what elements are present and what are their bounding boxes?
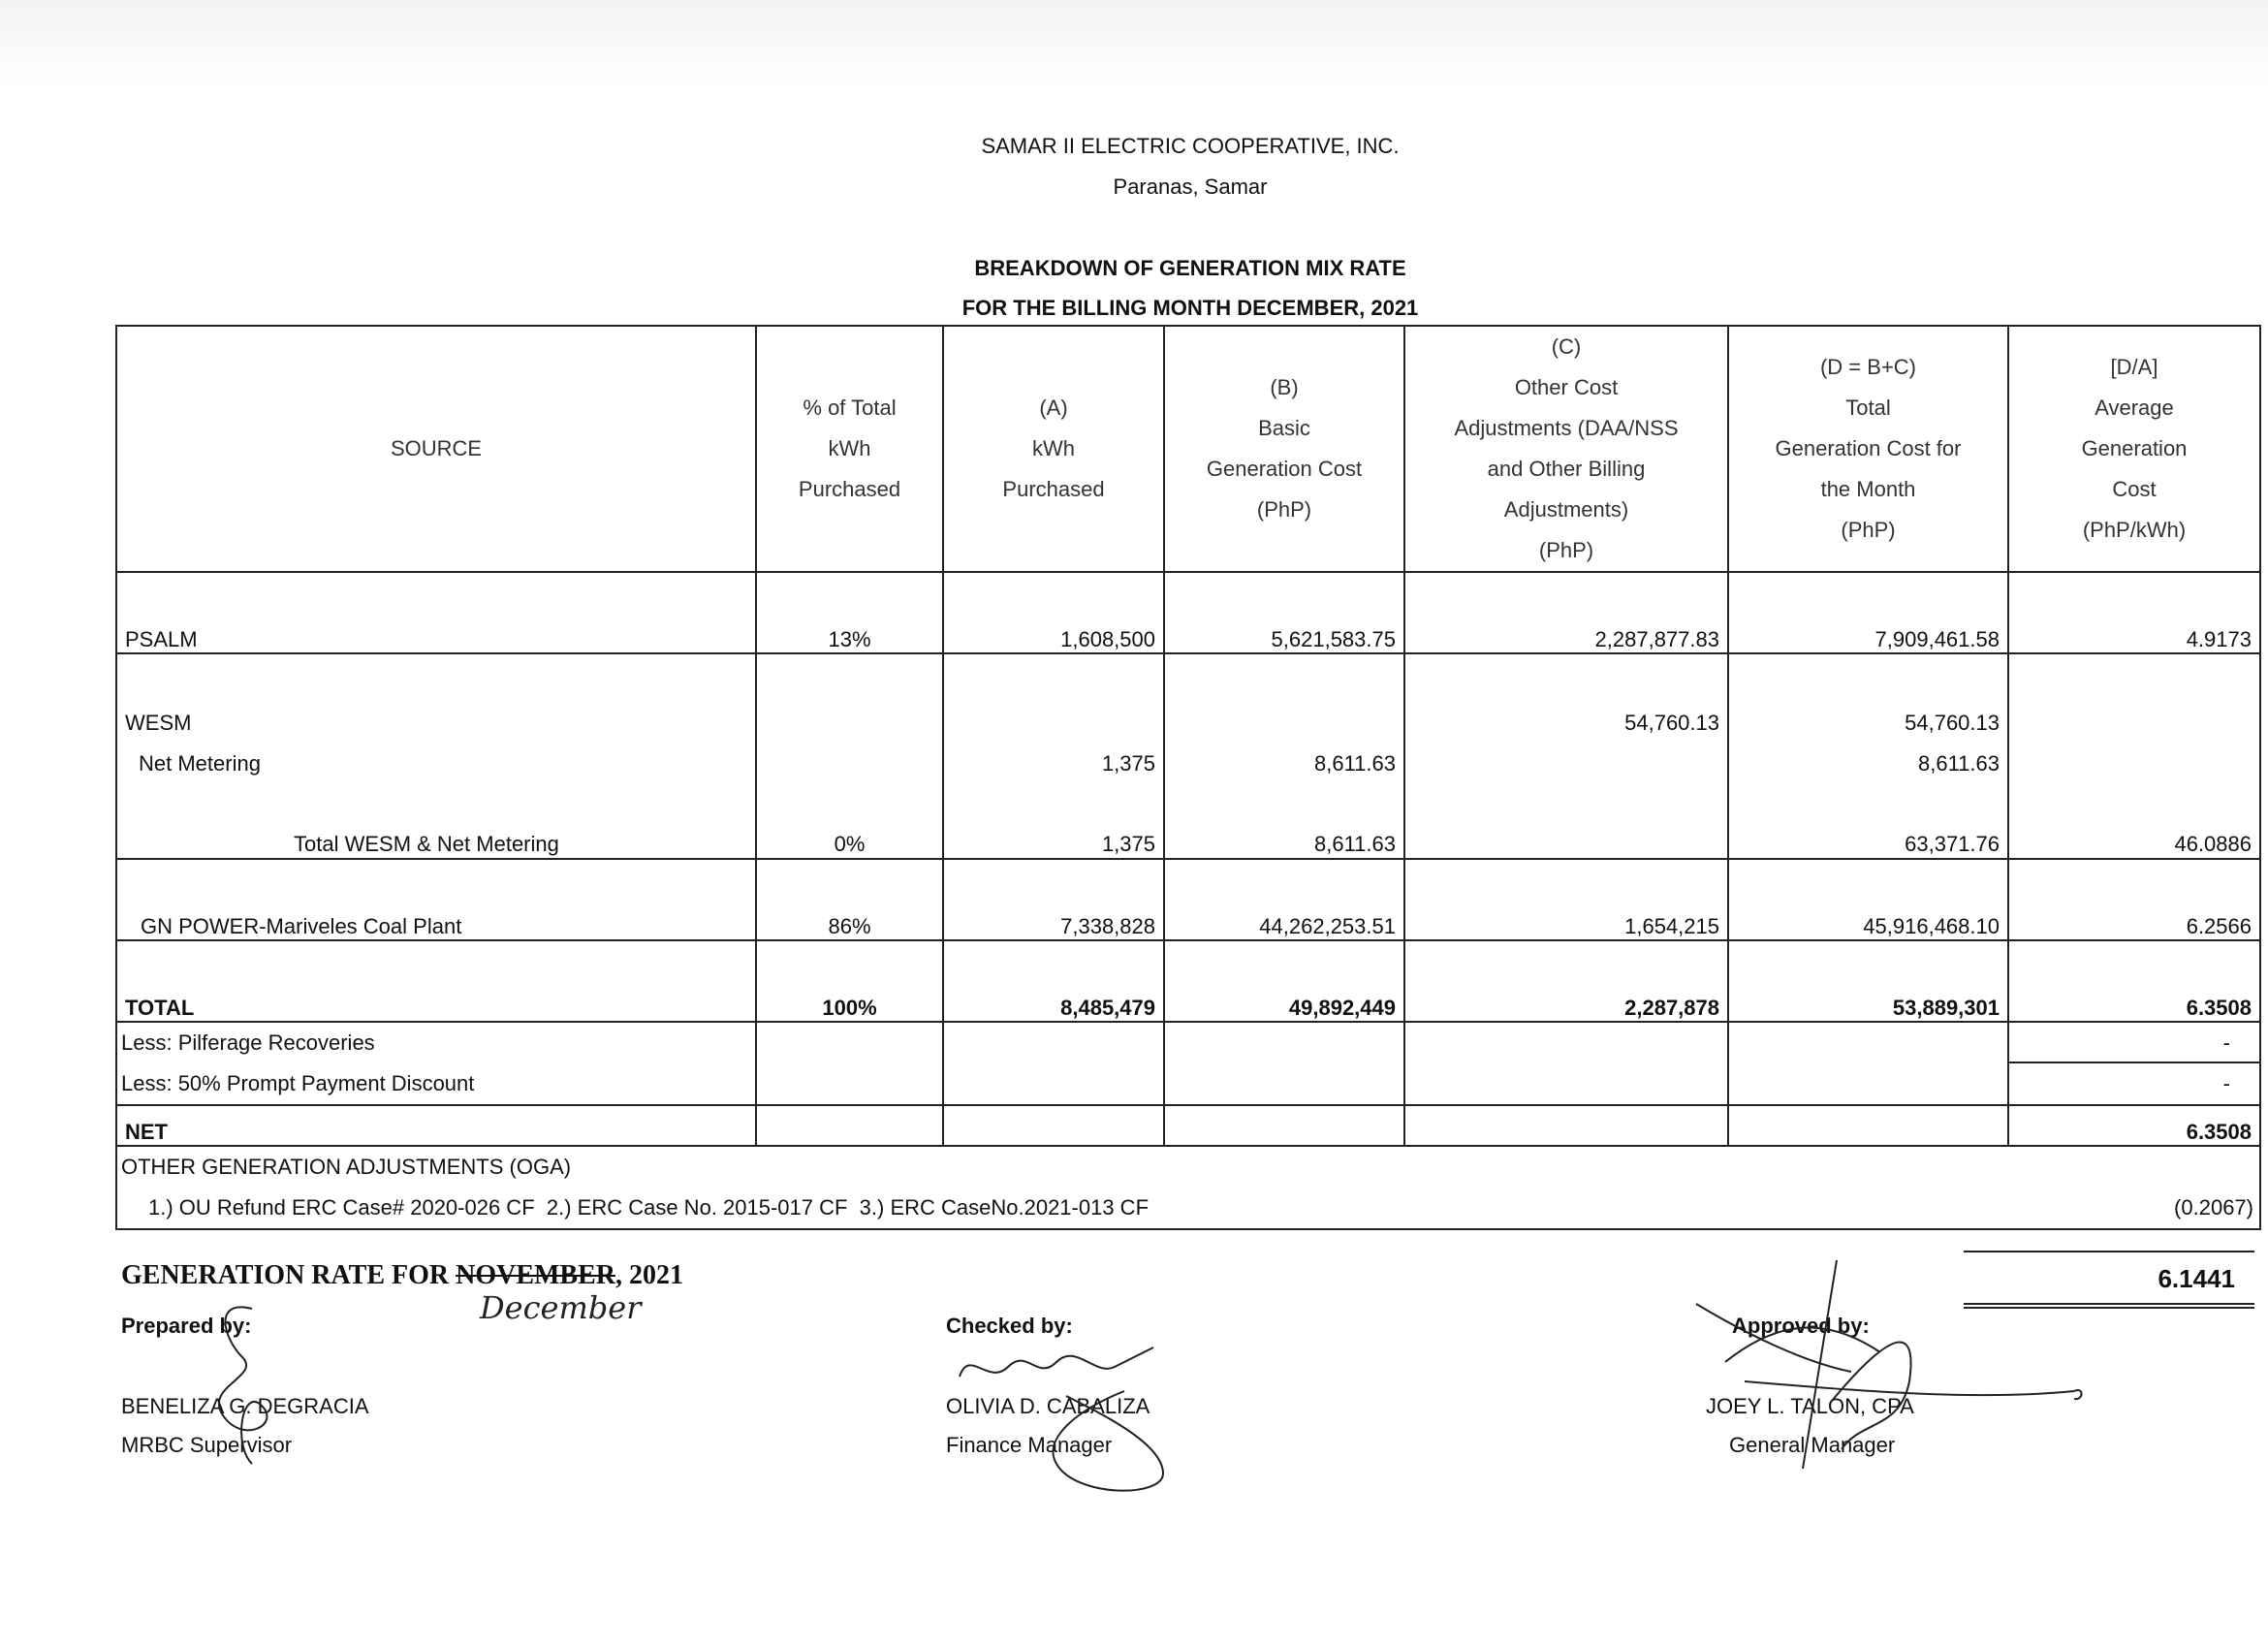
total-kwh: 8,485,479	[943, 940, 1164, 1022]
psalm-avg-cost: 4.9173	[2008, 572, 2260, 653]
gn-power-kwh: 7,338,828	[943, 859, 1164, 940]
wesm-other-cell	[1404, 653, 1728, 859]
net-metering-basic: 8,611.63	[1313, 751, 1396, 776]
psalm-other-cost: 2,287,877.83	[1404, 572, 1728, 653]
col-a-header: (A) kWh Purchased	[943, 326, 1164, 572]
oga-detail: 1.) OU Refund ERC Case# 2020-026 CF 2.) ERC Case No. 2015-017 CF 3.) ERC CaseNo.2021-013 CF	[148, 1195, 1150, 1220]
total-basic: 49,892,449	[1164, 940, 1404, 1022]
col-d-header: (D = B+C) Total Generation Cost for the Month (PhP)	[1728, 326, 2008, 572]
gn-power-avg: 6.2566	[2008, 859, 2260, 940]
less-pct-cell	[756, 1022, 943, 1105]
total-wesm-pct: 0%	[834, 832, 866, 856]
less-labels-cell	[116, 1022, 756, 1105]
total-avg: 6.3508	[2008, 940, 2260, 1022]
psalm-total-cost: 7,909,461.58	[1728, 572, 2008, 653]
row-gn-power	[116, 859, 2260, 940]
row-net	[116, 1105, 2260, 1146]
net-other-cell	[1404, 1105, 1728, 1146]
less-other-cell	[1404, 1022, 1728, 1105]
net-pct-cell	[756, 1105, 943, 1146]
approved-name: JOEY L. TALON, CPA	[1706, 1394, 1914, 1418]
gn-power-source: GN POWER-Mariveles Coal Plant	[116, 859, 756, 940]
net-label: NET	[116, 1105, 756, 1146]
gn-power-basic: 44,262,253.51	[1164, 859, 1404, 940]
total-label: TOTAL	[116, 940, 756, 1022]
pilferage-value: -	[2222, 1030, 2230, 1055]
oga-value: (0.2067)	[2174, 1195, 2253, 1220]
total-wesm-avg: 46.0886	[2174, 832, 2252, 856]
wesm-pct-cell	[756, 653, 943, 859]
checked-by-block	[946, 1314, 1073, 1339]
wesm-basic-cell	[1164, 653, 1404, 859]
total-wesm-total: 63,371.76	[1905, 832, 2000, 856]
net-kwh-cell	[943, 1105, 1164, 1146]
row-psalm	[116, 572, 2260, 653]
generation-rate-label: GENERATION RATE FOR NOVEMBER, 2021	[121, 1260, 684, 1290]
checked-name: OLIVIA D. CABALIZA	[946, 1394, 1150, 1418]
gn-power-pct: 86%	[756, 859, 943, 940]
oga-cell	[116, 1146, 2260, 1229]
total-wesm-basic: 8,611.63	[1313, 832, 1396, 856]
net-total-cell	[1728, 1105, 2008, 1146]
wesm-label: WESM	[125, 711, 192, 735]
psalm-source: PSALM	[116, 572, 756, 653]
handwritten-month: December	[480, 1289, 642, 1326]
scan-shadow	[0, 0, 2268, 92]
wesm-source-cell	[116, 653, 756, 859]
approved-position: General Manager	[1729, 1433, 1896, 1457]
checked-label: Checked by:	[946, 1314, 1073, 1338]
generation-mix-table	[115, 325, 2261, 1230]
less-avg-cell	[2008, 1022, 2260, 1105]
total-other: 2,287,878	[1404, 940, 1728, 1022]
approved-label: Approved by:	[1732, 1314, 1870, 1338]
wesm-other-cost: 54,760.13	[1624, 711, 1719, 735]
net-basic-cell	[1164, 1105, 1404, 1146]
row-total	[116, 940, 2260, 1022]
net-metering-total: 8,611.63	[1917, 751, 2000, 776]
psalm-pct: 13%	[756, 572, 943, 653]
prepared-label: Prepared by:	[121, 1314, 252, 1338]
psalm-basic-cost: 5,621,583.75	[1164, 572, 1404, 653]
row-oga	[116, 1146, 2260, 1229]
prompt-discount-label: Less: 50% Prompt Payment Discount	[121, 1071, 475, 1095]
net-metering-kwh: 1,375	[1101, 751, 1155, 776]
approved-signature	[1686, 1255, 2094, 1478]
total-total: 53,889,301	[1728, 940, 2008, 1022]
gn-power-other: 1,654,215	[1404, 859, 1728, 940]
wesm-total-cost: 54,760.13	[1905, 711, 2000, 735]
prepared-signature	[194, 1299, 310, 1474]
checked-position: Finance Manager	[946, 1433, 1113, 1457]
col-b-header: (B) Basic Generation Cost (PhP)	[1164, 326, 1404, 572]
gn-power-total: 45,916,468.10	[1728, 859, 2008, 940]
col-c-header: (C) Other Cost Adjustments (DAA/NSS and Other Billing Adjustments) (PhP)	[1404, 326, 1728, 572]
net-avg: 6.3508	[2008, 1105, 2260, 1146]
checked-signature	[950, 1338, 1182, 1503]
col-avg-header: [D/A] Average Generation Cost (PhP/kWh)	[2008, 326, 2260, 572]
col-source-header: SOURCE	[116, 326, 756, 572]
row-less	[116, 1022, 2260, 1105]
table-header-row	[116, 326, 2260, 572]
prepared-position: MRBC Supervisor	[121, 1433, 293, 1457]
struck-month: NOVEMBER	[456, 1260, 616, 1290]
net-metering-label: Net Metering	[139, 751, 261, 776]
oga-title: OTHER GENERATION ADJUSTMENTS (OGA)	[121, 1155, 572, 1179]
pilferage-label: Less: Pilferage Recoveries	[121, 1030, 375, 1055]
wesm-avg-cell	[2008, 653, 2260, 859]
prepared-name: BENELIZA G. DEGRACIA	[121, 1394, 369, 1418]
less-kwh-cell	[943, 1022, 1164, 1105]
col-pct-header: % of Total kWh Purchased	[756, 326, 943, 572]
wesm-kwh-cell	[943, 653, 1164, 859]
total-wesm-kwh: 1,375	[1101, 832, 1155, 856]
total-wesm-label: Total WESM & Net Metering	[294, 832, 559, 856]
less-basic-cell	[1164, 1022, 1404, 1105]
total-pct: 100%	[756, 940, 943, 1022]
generation-rate-value: 6.1441	[2158, 1264, 2235, 1293]
psalm-kwh: 1,608,500	[943, 572, 1164, 653]
wesm-total-cell	[1728, 653, 2008, 859]
row-wesm-group	[116, 653, 2260, 859]
less-total-cell	[1728, 1022, 2008, 1105]
prompt-discount-value: -	[2222, 1071, 2230, 1095]
